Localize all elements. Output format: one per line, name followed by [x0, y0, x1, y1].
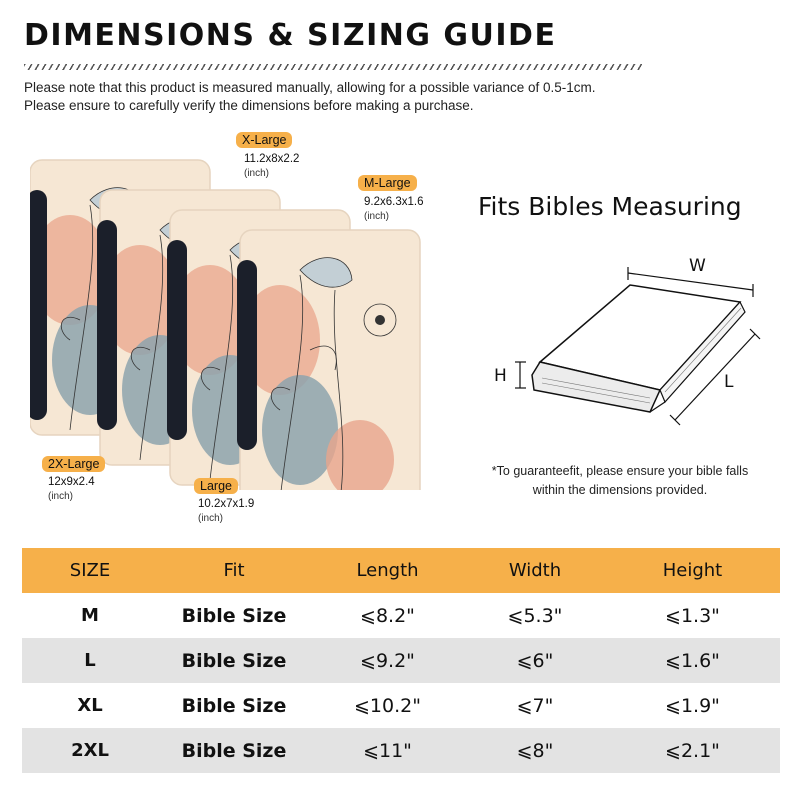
size-tag-mlarge: M-Large — [358, 175, 417, 191]
width-label: W — [689, 256, 706, 276]
size-dims-2xlarge: 12x9x2.4 — [48, 476, 95, 488]
page-title: DIMENSIONS & SIZING GUIDE — [24, 18, 557, 53]
cell-height: ⩽2.1" — [665, 739, 720, 762]
table-row — [22, 683, 780, 728]
cell-size: 2XL — [71, 740, 109, 761]
cell-width: ⩽5.3" — [507, 604, 563, 627]
fit-guarantee-line1: *To guaranteefit, please ensure your bible falls — [491, 464, 749, 478]
cell-height: ⩽1.9" — [665, 694, 720, 717]
cell-length: ⩽11" — [363, 739, 412, 762]
table-row — [22, 593, 780, 638]
table-row — [22, 638, 780, 683]
cell-size: L — [84, 650, 96, 671]
table-row — [22, 728, 780, 773]
cell-fit: Bible Size — [181, 694, 287, 717]
cell-fit: Bible Size — [181, 649, 287, 672]
cell-fit: Bible Size — [181, 739, 287, 762]
size-dims-large: 10.2x7x1.9 — [198, 498, 255, 510]
height-label: H — [494, 366, 507, 386]
header-fit: Fit — [223, 560, 245, 581]
cell-length: ⩽9.2" — [360, 649, 415, 672]
header-width: Width — [508, 560, 562, 581]
cell-width: ⩽7" — [516, 694, 554, 717]
header-height: Height — [662, 560, 723, 581]
size-table — [22, 548, 780, 773]
measurement-note-line2: Please ensure to carefully verify the dimensions before making a purchase. — [24, 98, 474, 113]
table-header-row — [22, 548, 780, 593]
length-label: L — [724, 372, 734, 392]
cell-width: ⩽8" — [516, 739, 554, 762]
size-unit-large: (inch) — [198, 513, 224, 524]
cell-length: ⩽8.2" — [360, 604, 415, 627]
fits-bibles-title: Fits Bibles Measuring — [478, 192, 742, 221]
fit-guarantee-note — [470, 462, 770, 500]
measurement-note-line1: Please note that this product is measured manually, allowing for a possible variance of 0.5-1cm. — [24, 80, 596, 95]
size-tag-2xlarge: 2X-Large — [42, 456, 105, 472]
header-length: Length — [356, 560, 419, 581]
cell-fit: Bible Size — [181, 604, 287, 627]
cell-size: XL — [77, 695, 103, 716]
size-unit-xlarge: (inch) — [244, 168, 270, 179]
size-dims-xlarge: 11.2x8x2.2 — [244, 153, 300, 165]
cell-height: ⩽1.3" — [665, 604, 720, 627]
book-diagram-icon — [490, 240, 770, 440]
cell-length: ⩽10.2" — [354, 694, 421, 717]
cell-size: M — [81, 605, 99, 626]
size-unit-2xlarge: (inch) — [48, 491, 74, 502]
cell-height: ⩽1.6" — [665, 649, 720, 672]
size-unit-mlarge: (inch) — [364, 211, 390, 222]
fit-guarantee-line2: within the dimensions provided. — [532, 483, 708, 497]
size-dims-mlarge: 9.2x6.3x1.6 — [364, 196, 424, 208]
size-tag-large: Large — [194, 478, 238, 494]
cell-width: ⩽6" — [516, 649, 554, 672]
decorative-divider — [24, 64, 644, 70]
size-tag-xlarge: X-Large — [236, 132, 292, 148]
header-size: SIZE — [69, 560, 111, 581]
